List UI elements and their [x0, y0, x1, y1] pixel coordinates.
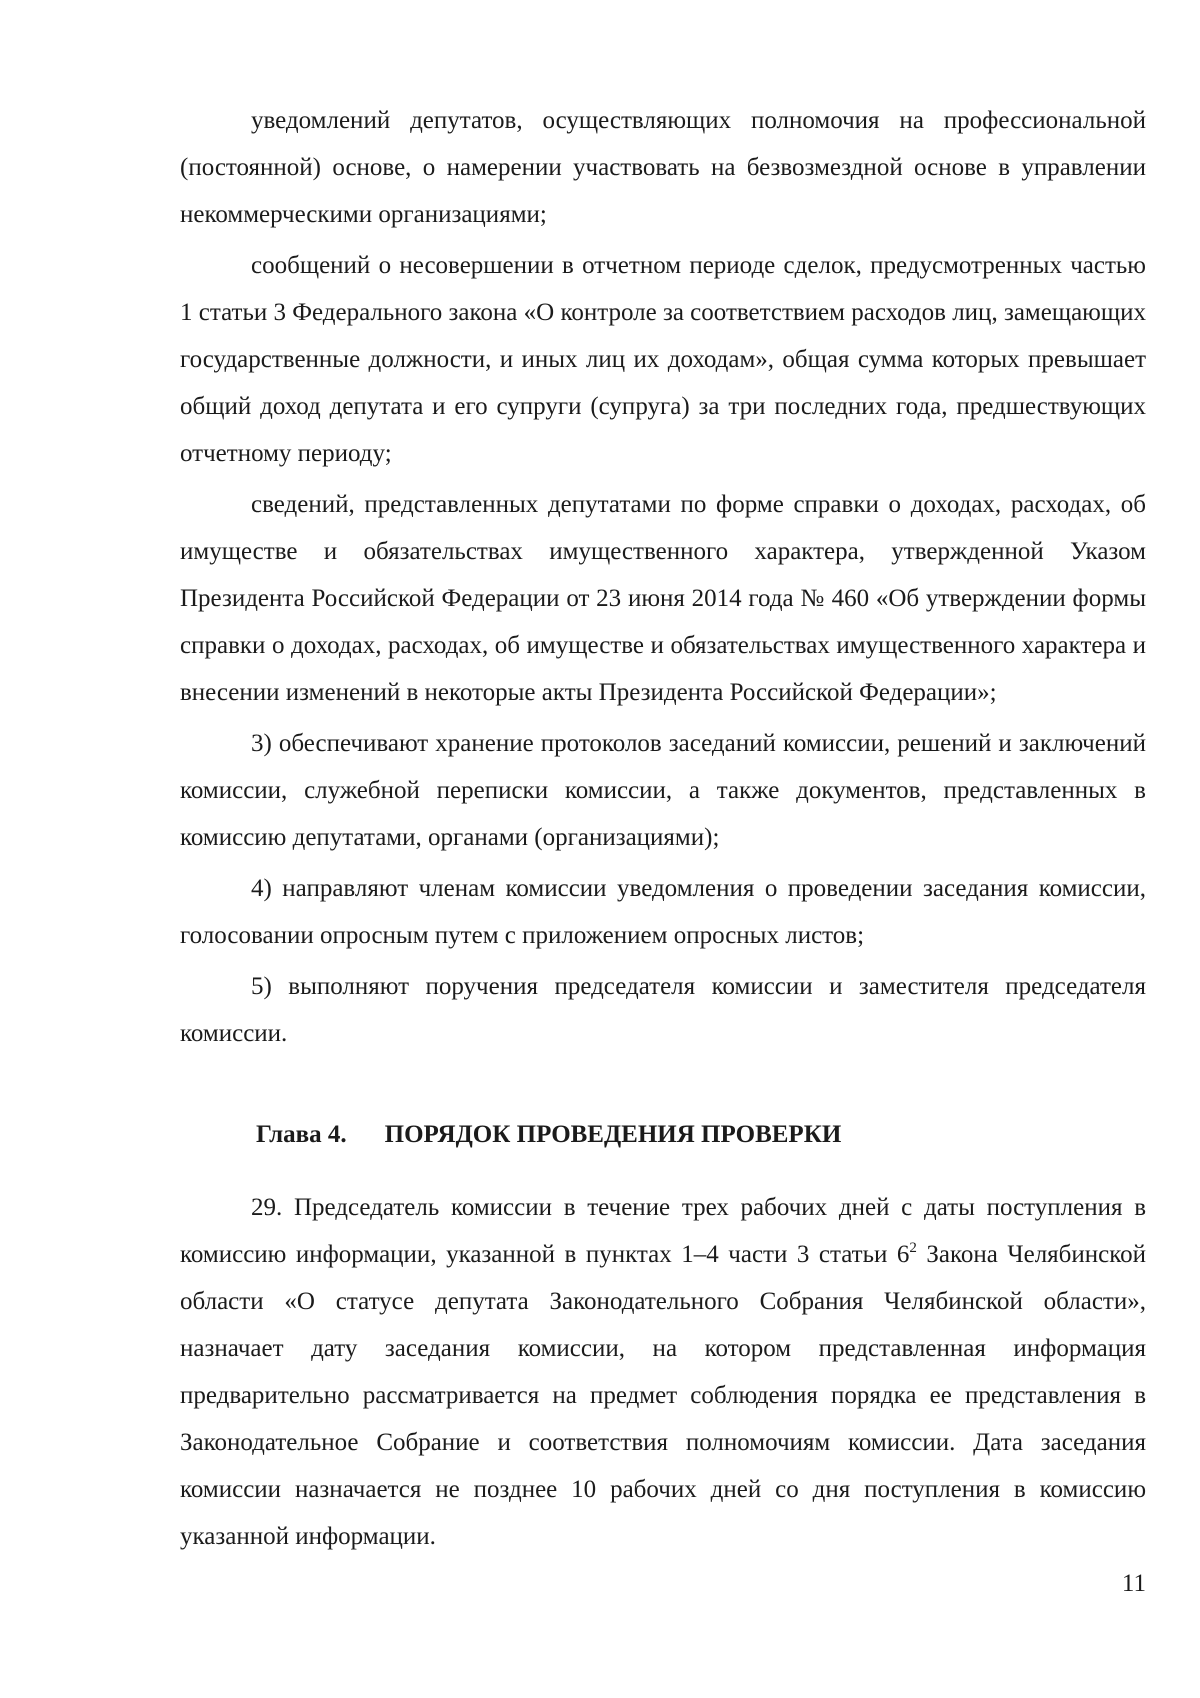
paragraphs-top: [180, 97, 1146, 1057]
paragraphs-bottom: [180, 1184, 1146, 1560]
paragraph-item-3: 3) обеспечивают хранение протоколов заседаний комиссии, решений и заключений комиссии, служебной переписки комиссии, а также документов, представленных в комиссию депутатами, органами (организациями);: [180, 730, 1146, 851]
chapter-title: ПОРЯДОК ПРОВЕДЕНИЯ ПРОВЕРКИ: [384, 1121, 842, 1148]
chapter-heading: [256, 1115, 841, 1155]
paragraph-notifications: уведомлений депутатов, осуществляющих полномочия на профессиональной (постоянной) основе, о намерении участвовать на безвозмездной основе в управлении некоммерческими организациями;: [180, 107, 1146, 228]
paragraph-item-5: 5) выполняют поручения председателя комиссии и заместителя председателя комиссии.: [180, 973, 1146, 1047]
chapter-label: Глава 4.: [256, 1121, 347, 1148]
paragraph-29: [180, 1184, 1146, 1560]
paragraph-reports: сообщений о несовершении в отчетном периоде сделок, предусмотренных частью 1 статьи 3 Федерального закона «О контроле за соответствием расходов лиц, замещающих государственные должности, и иных лиц их доходам», общая сумма которых превышает общий доход депутата и его супруги (супруга) за три последних года, предшествующих отчетному периоду;: [180, 252, 1146, 467]
paragraph-income-info: сведений, представленных депутатами по форме справки о доходах, расходах, об имуществе и обязательствах имущественного характера, утвержденной Указом Президента Российской Федерации от 23 июня 2014 года № 460 «Об утверждении формы справки о доходах, расходах, об имуществе и обязательствах имущественного характера и внесении изменений в некоторые акты Президента Российской Федерации»;: [180, 491, 1146, 706]
paragraph-29-superscript: 2: [909, 1240, 917, 1256]
paragraph-29-part2: Закона Челябинской области «О статусе депутата Законодательного Собрания Челябинской области», назначает дату заседания комиссии, на котором представленная информация предварительно рассматривается на предмет соблюдения порядка ее представления в Законодательное Собрание и соответствия полномочиям комиссии. Дата заседания комиссии назначается не позднее 10 рабочих дней со дня поступления в комиссию указанной информации.: [180, 1241, 1146, 1550]
paragraph-item-4: 4) направляют членам комиссии уведомления о проведении заседания комиссии, голосовании опросным путем с приложением опросных листов;: [180, 875, 1146, 949]
page-number: 11: [1121, 1570, 1146, 1597]
paragraph-29-part1: 29. Председатель комиссии в течение трех рабочих дней с даты поступления в комиссию информации, указанной в пунктах 1–4 части 3 статьи 6: [180, 1194, 1146, 1268]
